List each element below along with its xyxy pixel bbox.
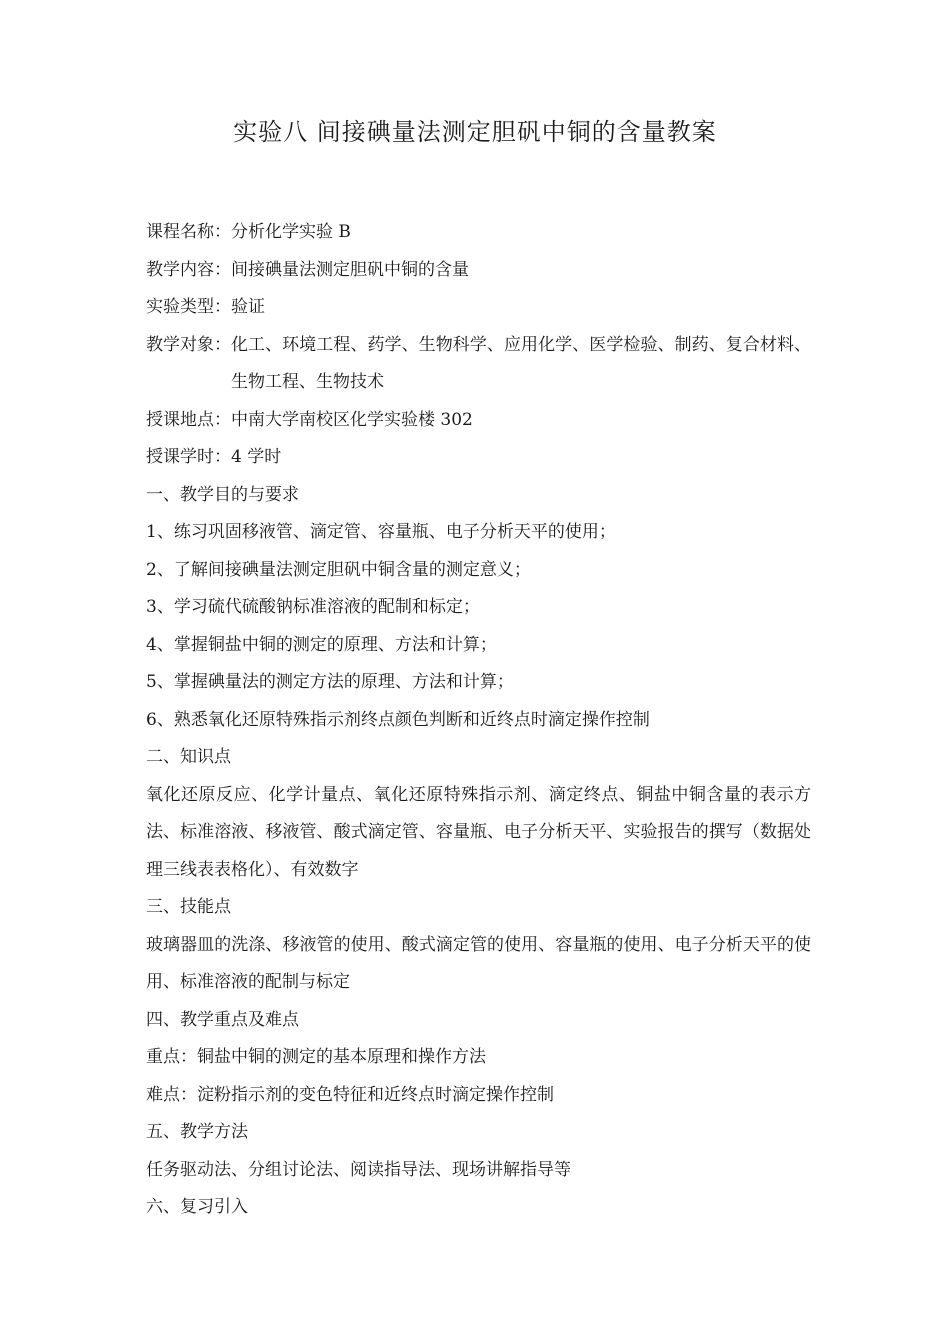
section-heading-knowledge: 二、知识点	[146, 747, 231, 767]
difficult-point-line: 难点：淀粉指示剂的变色特征和近终点时滴定操作控制	[146, 1084, 554, 1105]
objective-item: 1、练习巩固移液管、滴定管、容量瓶、电子分析天平的使用；	[146, 522, 616, 542]
skills-paragraph: 玻璃器皿的洗涤、移液管的使用、酸式滴定管的使用、容量瓶的使用、电子分析天平的使用、标准溶液的配制与标定	[146, 934, 811, 992]
objective-item: 3、学习硫代硫酸钠标准溶液的配制和标定；	[146, 597, 480, 617]
course-name-line	[146, 214, 811, 252]
teaching-content-label: 教学内容：	[146, 259, 231, 280]
experiment-type-line	[146, 289, 811, 327]
class-hours-line	[146, 439, 811, 477]
objective-item: 4、掌握铜盐中铜的测定的原理、方法和计算；	[146, 634, 497, 655]
course-name-label: 课程名称：	[146, 222, 231, 242]
document-title: 实验八 间接碘量法测定胆矾中铜的含量教案	[233, 118, 717, 146]
experiment-type-label: 实验类型：	[146, 297, 231, 317]
section-heading-objectives: 一、教学目的与要求	[146, 484, 299, 505]
objective-item: 2、了解间接碘量法测定胆矾中铜含量的测定意义；	[146, 559, 531, 580]
location-value: 中南大学南校区化学实验楼 302	[231, 409, 473, 430]
section-heading-review: 六、复习引入	[146, 1197, 248, 1217]
course-name-value: 分析化学实验 B	[231, 222, 351, 242]
document-body	[146, 214, 811, 1227]
methods-line: 任务驱动法、分组讨论法、阅读指导法、现场讲解指导等	[146, 1159, 571, 1180]
key-point-line: 重点：铜盐中铜的测定的基本原理和操作方法	[146, 1047, 486, 1067]
objective-item: 6、熟悉氧化还原特殊指示剂终点颜色判断和近终点时滴定操作控制	[146, 709, 650, 730]
section-heading-methods: 五、教学方法	[146, 1122, 248, 1142]
experiment-type-value: 验证	[231, 297, 265, 317]
class-hours-label: 授课学时：	[146, 447, 231, 467]
location-label: 授课地点：	[146, 409, 231, 430]
teaching-audience-label: 教学对象：	[146, 334, 231, 355]
section-heading-skills: 三、技能点	[146, 897, 231, 917]
class-hours-value: 4 学时	[231, 447, 282, 467]
teaching-content-line	[146, 252, 811, 290]
knowledge-paragraph: 氧化还原反应、化学计量点、氧化还原特殊指示剂、滴定终点、铜盐中铜含量的表示方法、标准溶液、移液管、酸式滴定管、容量瓶、电子分析天平、实验报告的撰写（数据处理三线表表格化）、有效数字	[146, 784, 811, 880]
teaching-content-value: 间接碘量法测定胆矾中铜的含量	[231, 259, 469, 280]
location-line	[146, 402, 811, 440]
section-heading-key-difficult: 四、教学重点及难点	[146, 1009, 299, 1030]
teaching-audience-line	[146, 327, 811, 402]
objective-item: 5、掌握碘量法的测定方法的原理、方法和计算；	[146, 672, 514, 692]
teaching-audience-value: 化工、环境工程、药学、生物科学、应用化学、医学检验、制药、复合材料、生物工程、生物技术	[231, 334, 811, 392]
